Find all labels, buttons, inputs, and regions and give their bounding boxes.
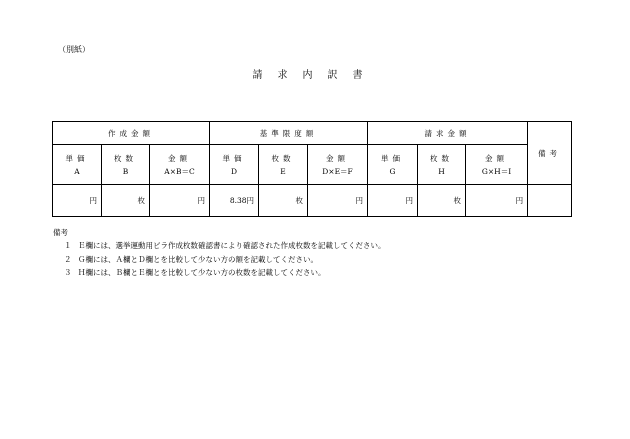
- group-header-created-amount: 作成金額: [53, 122, 210, 145]
- notes-heading: 備考: [53, 228, 68, 237]
- group-header-claim-amount: 請求金額: [368, 122, 528, 145]
- column-header-unit-price-a: 単価 A: [53, 145, 102, 185]
- cell-count-b[interactable]: 枚: [102, 185, 150, 217]
- cell-remarks[interactable]: [528, 185, 572, 217]
- cell-amount-f[interactable]: 円: [308, 185, 368, 217]
- cell-unit-price-d[interactable]: 8.38円: [210, 185, 259, 217]
- note-item: ２ Ｇ欄には、Ａ欄とＤ欄とを比較して少ない方の額を記載してください。: [64, 254, 318, 264]
- column-header-count-h: 枚数 H: [418, 145, 466, 185]
- remarks-header: 備考: [528, 122, 572, 185]
- column-header-amount-i: 金額 G×H＝I: [466, 145, 528, 185]
- column-header-amount-f: 金額 D×E＝F: [308, 145, 368, 185]
- column-header-count-e: 枚数 E: [259, 145, 308, 185]
- cell-amount-i[interactable]: 円: [466, 185, 528, 217]
- cell-amount-c[interactable]: 円: [150, 185, 210, 217]
- cell-count-e[interactable]: 枚: [259, 185, 308, 217]
- column-header-unit-price-g: 単価 G: [368, 145, 418, 185]
- notes-section: [53, 226, 386, 279]
- cell-unit-price-g[interactable]: 円: [368, 185, 418, 217]
- invoice-breakdown-table: [52, 121, 572, 217]
- note-item: ３ Ｈ欄には、Ｂ欄とＥ欄とを比較して少ない方の枚数を記載してください。: [64, 267, 326, 277]
- note-item: １ Ｅ欄には、選挙運動用ビラ作成枚数確認書により確認された作成枚数を記載してください。: [64, 241, 386, 251]
- column-header-amount-c: 金額 A×B＝C: [150, 145, 210, 185]
- column-header-unit-price-d: 単価 D: [210, 145, 259, 185]
- cell-count-h[interactable]: 枚: [418, 185, 466, 217]
- document-title: 請求内訳書: [252, 70, 378, 81]
- column-header-count-b: 枚数 B: [102, 145, 150, 185]
- cell-unit-price-a[interactable]: 円: [53, 185, 102, 217]
- attachment-label: （別紙）: [58, 45, 90, 54]
- group-header-standard-limit: 基準限度額: [210, 122, 368, 145]
